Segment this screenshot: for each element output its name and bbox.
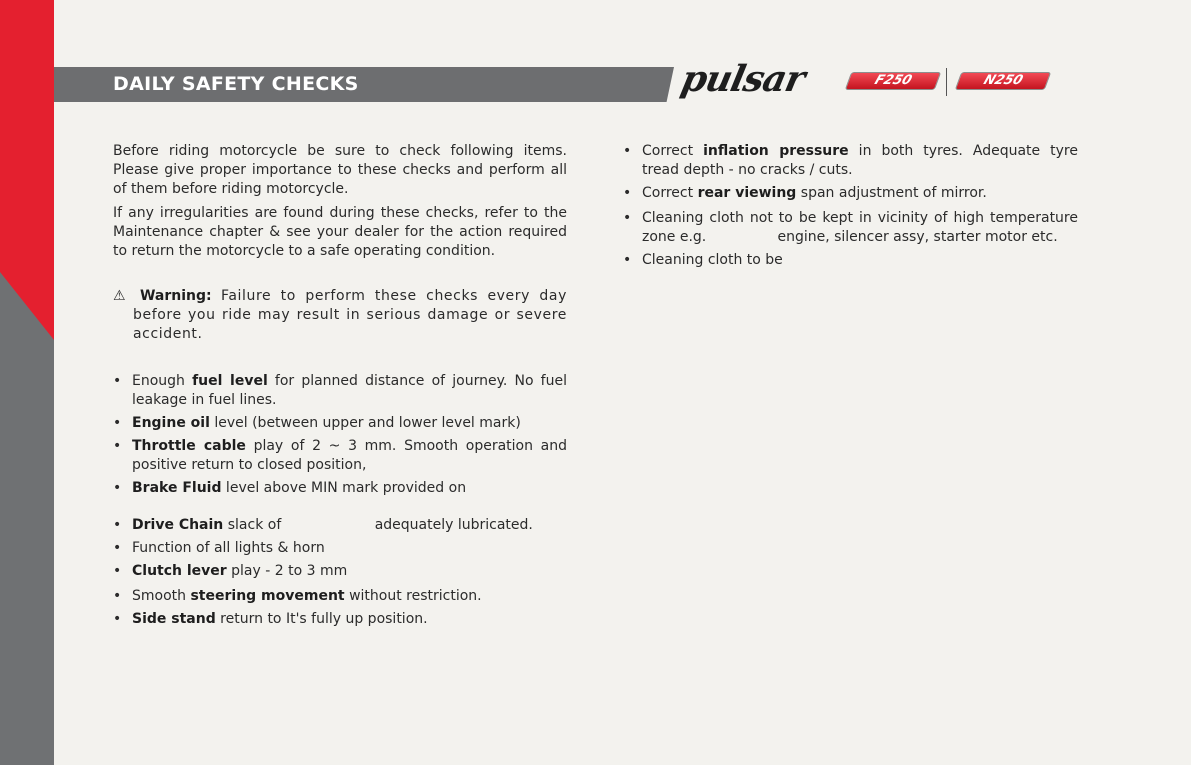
list-item: • Throttle cable play of 2 ~ 3 mm. Smooth operation and positive return to closed position, <box>113 437 567 475</box>
list-item: • Cleaning cloth not to be kept in vicinity of high temperature zone e.g. engine, silencer assy, starter motor etc. <box>623 209 1078 247</box>
list-item: • Function of all lights & horn <box>113 539 567 558</box>
left-column <box>113 142 567 633</box>
warning-note <box>113 287 567 344</box>
page-title: DAILY SAFETY CHECKS <box>113 73 359 95</box>
list-item: • Brake Fluid level above MIN mark provided on <box>113 479 567 498</box>
list-item: • Enough fuel level for planned distance of journey. No fuel leakage in fuel lines. <box>113 372 567 410</box>
list-item: • Drive Chain slack of adequately lubricated. <box>113 516 567 535</box>
list-item: • Engine oil level (between upper and lower level mark) <box>113 414 567 433</box>
right-column <box>623 142 1083 274</box>
list-item: • Correct inflation pressure in both tyres. Adequate tyre tread depth - no cracks / cuts. <box>623 142 1078 180</box>
intro-paragraph-1: Before riding motorcycle be sure to check following items. Please give proper importance to these checks and perform all of them before riding motorcycle. <box>113 143 567 197</box>
list-item: • Correct rear viewing span adjustment of mirror. <box>623 184 1078 203</box>
list-item: • Clutch lever play - 2 to 3 mm <box>113 562 567 581</box>
checklist-c <box>623 142 1083 270</box>
intro-paragraph-2: If any irregularities are found during these checks, refer to the Maintenance chapter & see your dealer for the action required to return the motorcycle to a safe operating condition. <box>113 205 567 259</box>
brand-divider <box>946 68 947 96</box>
list-item: • Cleaning cloth to be <box>623 251 1078 270</box>
warning-label: Warning: <box>139 288 212 304</box>
brand-logo <box>677 58 1052 104</box>
checklist-a <box>113 372 567 498</box>
model-badge-f250: F250 <box>845 72 942 90</box>
list-item: • Smooth steering movement without restriction. <box>113 587 567 606</box>
checklist-b <box>113 516 567 629</box>
warning-icon: ⚠ <box>113 288 131 304</box>
warning-text: Failure to perform these checks every day before you ride may result in serious damage or severe accident. <box>133 288 567 342</box>
list-item: • Side stand return to It's fully up position. <box>113 610 567 629</box>
model-badge-n250: N250 <box>955 72 1052 90</box>
pulsar-logo: pulsar <box>677 58 809 100</box>
